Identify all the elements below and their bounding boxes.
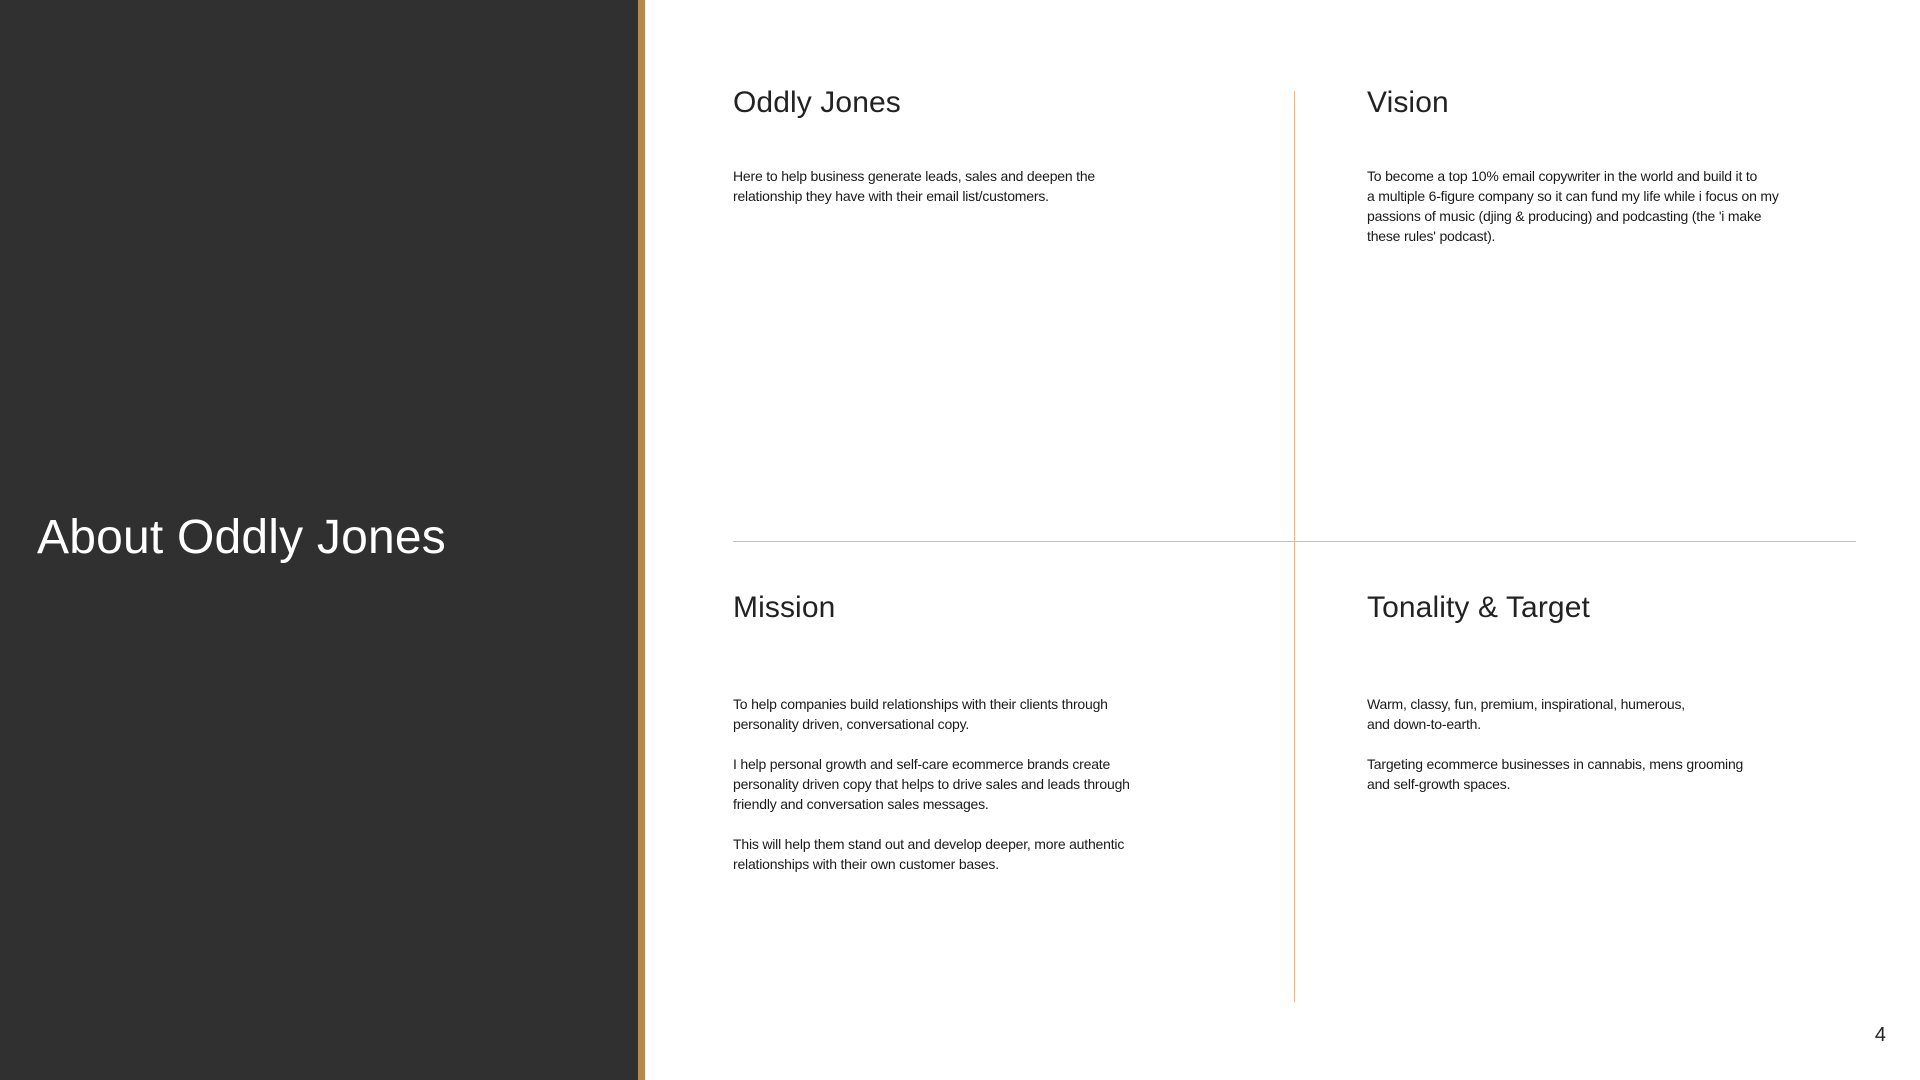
body-paragraph (733, 694, 1130, 734)
section-body (733, 694, 1130, 874)
section-vision (1367, 86, 1779, 244)
body-line: This will help them stand out and develop deeper, more authentic (733, 836, 1125, 852)
body-line: friendly and conversation sales messages. (733, 796, 989, 812)
body-line: relationship they have with their email list/customers. (733, 188, 1049, 204)
section-body (1367, 166, 1779, 246)
vertical-divider (1294, 91, 1295, 1002)
body-line: a multiple 6-figure company so it can fund my life while i focus on my (1367, 188, 1779, 204)
body-line: personality driven copy that helps to drive sales and leads through (733, 776, 1130, 792)
section-heading: Oddly Jones (733, 86, 901, 119)
horizontal-divider (733, 541, 1856, 542)
body-paragraph (1367, 754, 1743, 794)
section-heading: Tonality & Target (1367, 591, 1590, 624)
body-paragraph (733, 754, 1130, 814)
body-line: and self-growth spaces. (1367, 776, 1511, 792)
body-line: I help personal growth and self-care ecommerce brands create (733, 756, 1111, 772)
body-line: Targeting ecommerce businesses in cannabis, mens grooming (1367, 756, 1744, 772)
section-tonality-target (1367, 591, 1744, 792)
body-paragraph (733, 834, 1130, 874)
page-number: 4 (1874, 1024, 1886, 1046)
body-line: personality driven, conversational copy. (733, 716, 970, 732)
section-heading: Mission (733, 591, 836, 624)
body-line: Warm, classy, fun, premium, inspirational, humerous, (1367, 696, 1685, 712)
section-body (1367, 694, 1743, 794)
sidebar-panel (0, 0, 638, 1080)
section-heading: Vision (1367, 86, 1449, 119)
body-line: and down-to-earth. (1367, 716, 1481, 732)
section-oddly-jones (733, 86, 1095, 204)
accent-divider-bar (638, 0, 645, 1080)
body-line: To become a top 10% email copywriter in the world and build it to (1367, 168, 1758, 184)
body-line: these rules' podcast). (1367, 228, 1496, 244)
body-line: passions of music (djing & producing) and podcasting (the 'i make (1367, 208, 1762, 224)
body-paragraph (1367, 694, 1743, 734)
body-line: To help companies build relationships with their clients through (733, 696, 1108, 712)
body-line: relationships with their own customer bases. (733, 856, 999, 872)
page-title: About Oddly Jones (37, 511, 446, 564)
section-mission (733, 591, 1130, 872)
body-line: Here to help business generate leads, sales and deepen the (733, 168, 1095, 184)
section-body (733, 166, 1095, 206)
